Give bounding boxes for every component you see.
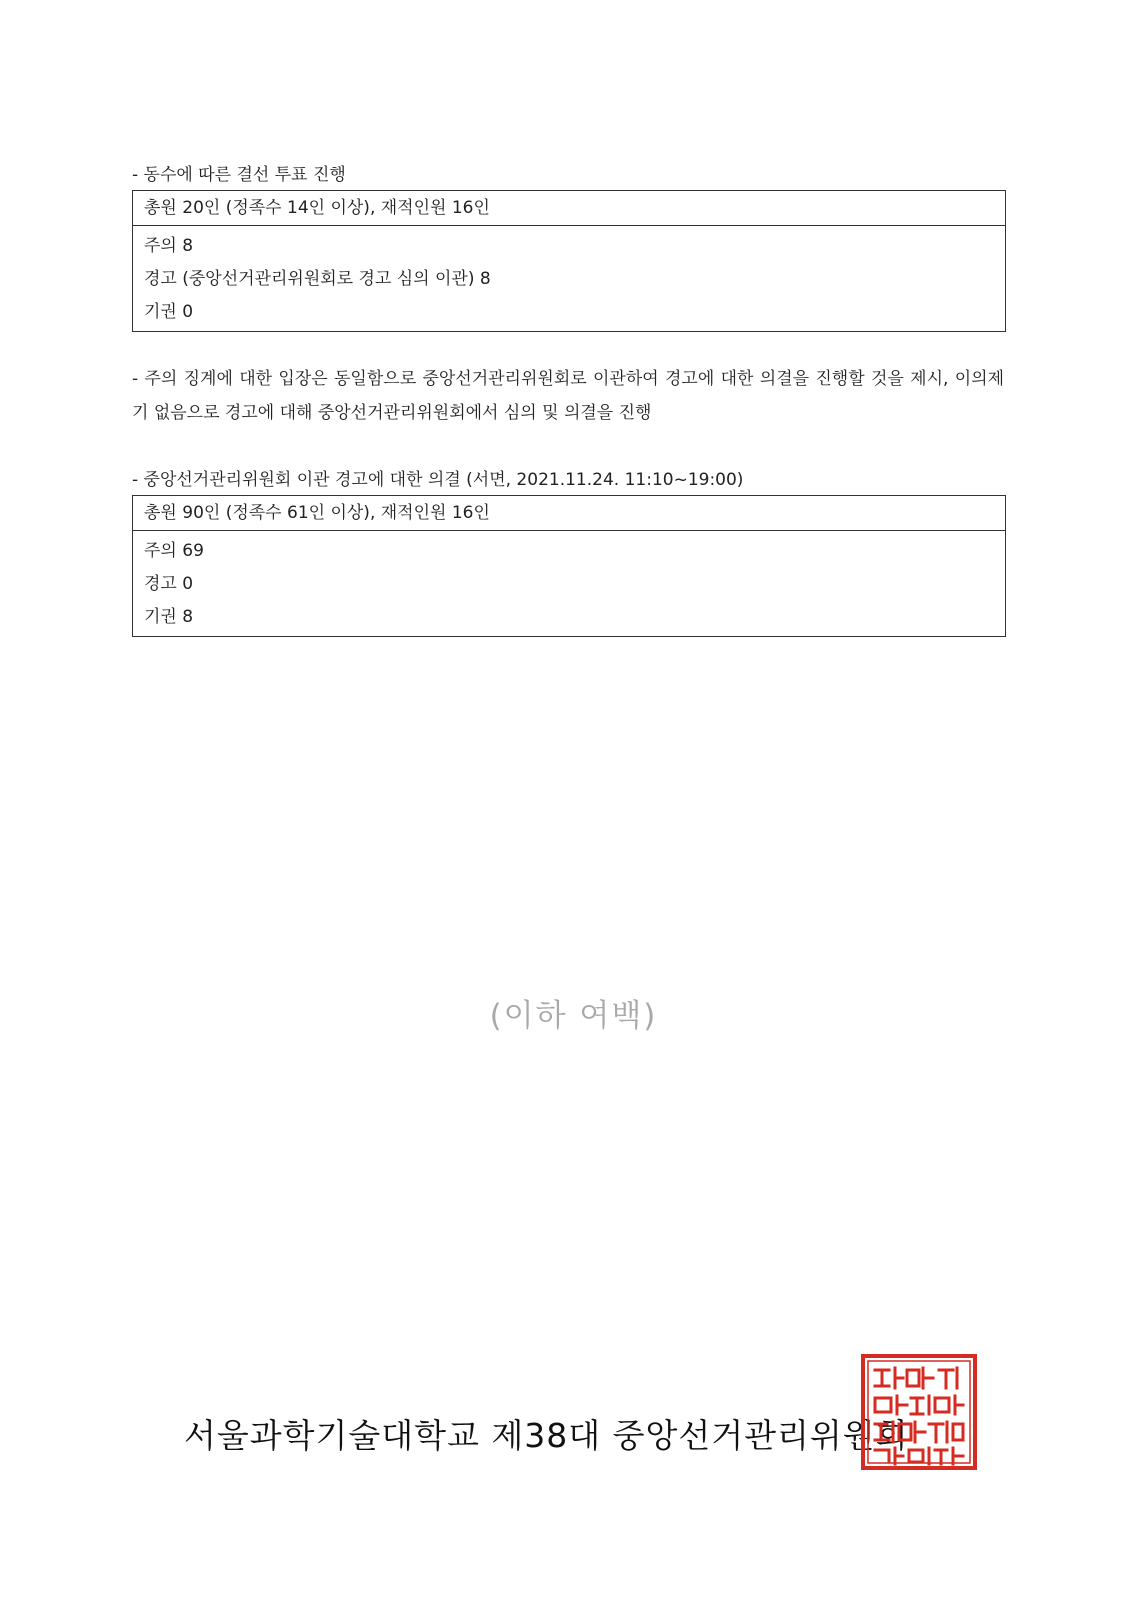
vote-row-caution: 주의 69 bbox=[144, 541, 204, 561]
official-seal-icon bbox=[861, 1354, 977, 1470]
organization-name: 서울과학기술대학교 제38대 중앙선거관리위원회 bbox=[184, 1416, 909, 1455]
section2-heading: - 중앙선거관리위원회 이관 경고에 대한 의결 (서면, 2021.11.24. 11:10~19:00) bbox=[132, 470, 744, 490]
vote-row-warning: 경고 (중앙선거관리위원회로 경고 심의 이관) 8 bbox=[144, 269, 491, 289]
vote-row-abstain: 기권 0 bbox=[144, 302, 194, 322]
vote-table-warning-resolution bbox=[132, 495, 1006, 637]
vote-table-header: 총원 20인 (정족수 14인 이상), 재적인원 16인 bbox=[133, 191, 1005, 226]
vote-row-warning: 경고 0 bbox=[144, 574, 194, 594]
blank-below-note: (이하 여백) bbox=[489, 998, 658, 1034]
decision-paragraph: - 주의 징계에 대한 입장은 동일함으로 중앙선거관리위원회로 이관하여 경고에 대한 의결을 진행할 것을 제시, 이의제기 없음으로 경고에 대해 중앙선거관리위원회에서 심의 및 의결을 진행 bbox=[132, 369, 1004, 423]
vote-table-header: 총원 90인 (정족수 61인 이상), 재적인원 16인 bbox=[133, 496, 1005, 531]
vote-table-body bbox=[133, 531, 1005, 636]
seal-glyphs bbox=[875, 1368, 963, 1464]
vote-row-abstain: 기권 8 bbox=[144, 607, 194, 627]
vote-row-caution: 주의 8 bbox=[144, 236, 194, 256]
vote-table-body bbox=[133, 226, 1005, 331]
section1-heading: - 동수에 따른 결선 투표 진행 bbox=[132, 165, 346, 185]
vote-table-runoff bbox=[132, 190, 1006, 332]
